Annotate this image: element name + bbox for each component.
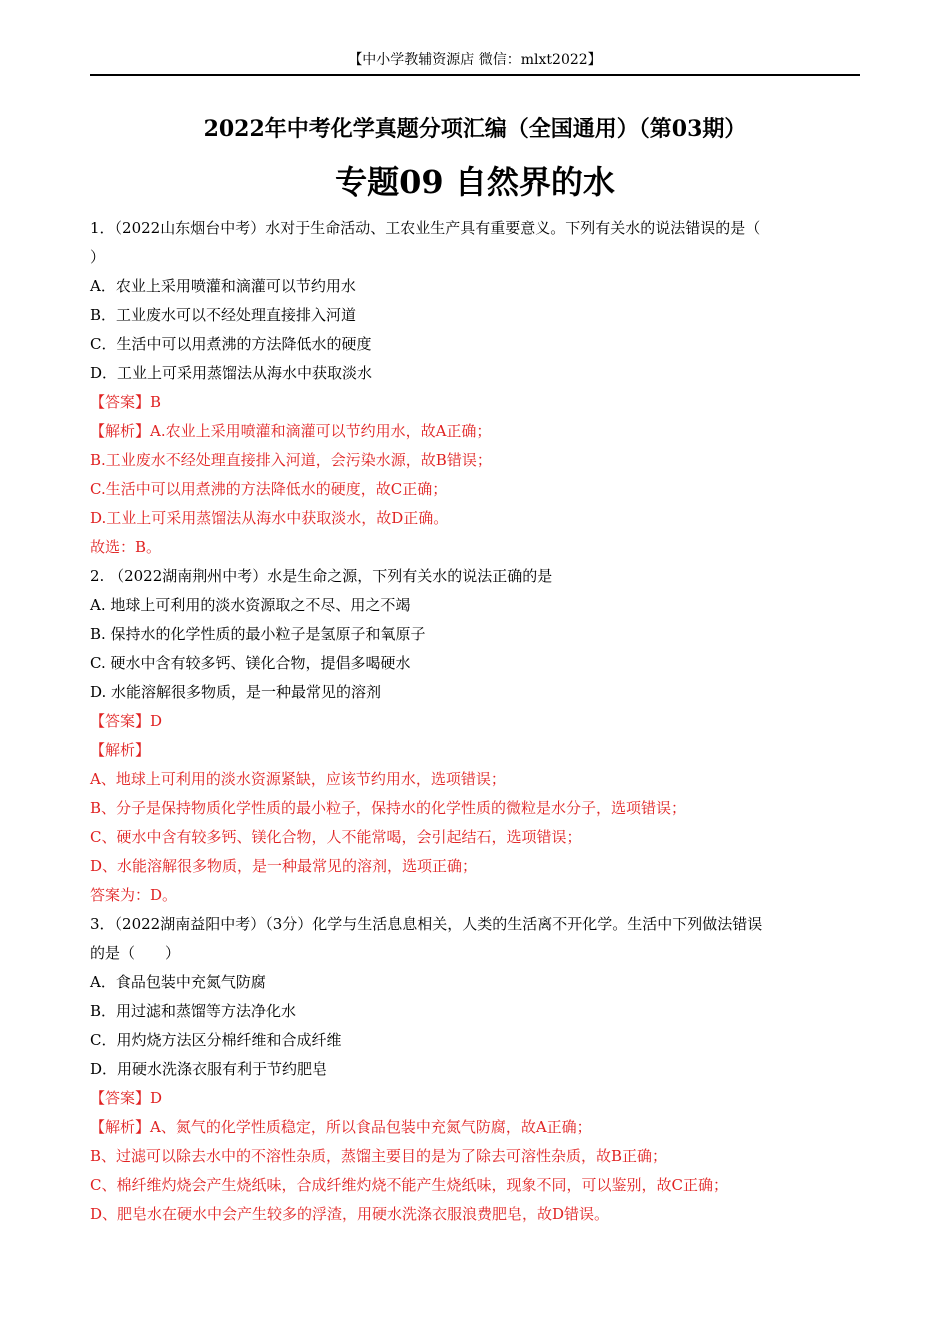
analysis-conclusion: 答案为：D。 [90,886,178,904]
option-a: A．食品包装中充氮气防腐 [90,973,266,991]
option-c: C．用灼烧方法区分棉纤维和合成纤维 [90,1031,342,1049]
answer: 【答案】D [90,1089,163,1107]
analysis-line: B、过滤可以除去水中的不溶性杂质，蒸馏主要目的是为了除去可溶性杂质，故B正确； [90,1147,668,1165]
header-divider [90,74,860,76]
option-d: D. 水能溶解很多物质，是一种最常见的溶剂 [90,683,382,701]
question-2 [90,562,860,910]
question-list [90,214,860,1229]
analysis-line: C、棉纤维灼烧会产生烧纸味，合成纤维灼烧不能产生烧纸味，现象不同，可以鉴别，故C正确； [90,1176,728,1194]
question-stem: 2. （2022湖南荆州中考）水是生命之源，下列有关水的说法正确的是 [90,567,553,585]
option-c: C．生活中可以用煮沸的方法降低水的硬度 [90,335,372,353]
option-a: A．农业上采用喷灌和滴灌可以节约用水 [90,277,356,295]
topic-title: 专题09 自然界的水 [335,163,615,201]
analysis-line: B、分子是保持物质化学性质的最小粒子，保持水的化学性质的微粒是水分子，选项错误； [90,799,687,817]
analysis-line: B.工业废水不经处理直接排入河道，会污染水源，故B错误； [90,451,492,469]
question-stem: 3．（2022湖南益阳中考）（3分）化学与生活息息相关，人类的生活离不开化学。生活中下列做法错误 [90,915,763,933]
option-d: D．用硬水洗涤衣服有利于节约肥皂 [90,1060,328,1078]
option-b: B．工业废水可以不经处理直接排入河道 [90,306,357,324]
option-d: D．工业上可采用蒸馏法从海水中获取淡水 [90,364,373,382]
question-3 [90,910,860,1229]
option-b: B．用过滤和蒸馏等方法净化水 [90,1002,297,1020]
document-title: 2022年中考化学真题分项汇编（全国通用）（第03期） [203,116,747,142]
analysis-line: A、地球上可利用的淡水资源紧缺，应该节约用水，选项错误； [90,770,506,788]
analysis-line: D、水能溶解很多物质，是一种最常见的溶剂，选项正确； [90,857,478,875]
header-text: 【中小学教辅资源店 微信：mlxt2022】 [348,52,602,68]
answer: 【答案】D [90,712,163,730]
question-stem-continued: ） [90,248,106,266]
option-a: A. 地球上可利用的淡水资源取之不尽、用之不竭 [90,596,411,614]
analysis-conclusion: 故选：B。 [90,538,162,556]
question-stem-continued: 的是（ ） [90,944,181,962]
question-1 [90,214,860,562]
analysis-line: 【解析】A、氮气的化学性质稳定，所以食品包装中充氮气防腐，故A正确； [90,1118,592,1136]
option-c: C. 硬水中含有较多钙、镁化合物，提倡多喝硬水 [90,654,411,672]
analysis-line: 【解析】A.农业上采用喷灌和滴灌可以节约用水，故A正确； [90,422,492,440]
analysis-line: C.生活中可以用煮沸的方法降低水的硬度，故C正确； [90,480,448,498]
analysis-line: D.工业上可采用蒸馏法从海水中获取淡水，故D正确。 [90,509,449,527]
analysis-heading: 【解析】 [90,741,151,759]
answer: 【答案】B [90,393,162,411]
option-b: B. 保持水的化学性质的最小粒子是氢原子和氧原子 [90,625,426,643]
analysis-line: D、肥皂水在硬水中会产生较多的浮渣，用硬水洗涤衣服浪费肥皂，故D错误。 [90,1205,610,1223]
question-stem: 1．（2022山东烟台中考）水对于生命活动、工农业生产具有重要意义。下列有关水的说法错误的是（ [90,219,761,237]
analysis-line: C、硬水中含有较多钙、镁化合物，人不能常喝，会引起结石，选项错误； [90,828,582,846]
